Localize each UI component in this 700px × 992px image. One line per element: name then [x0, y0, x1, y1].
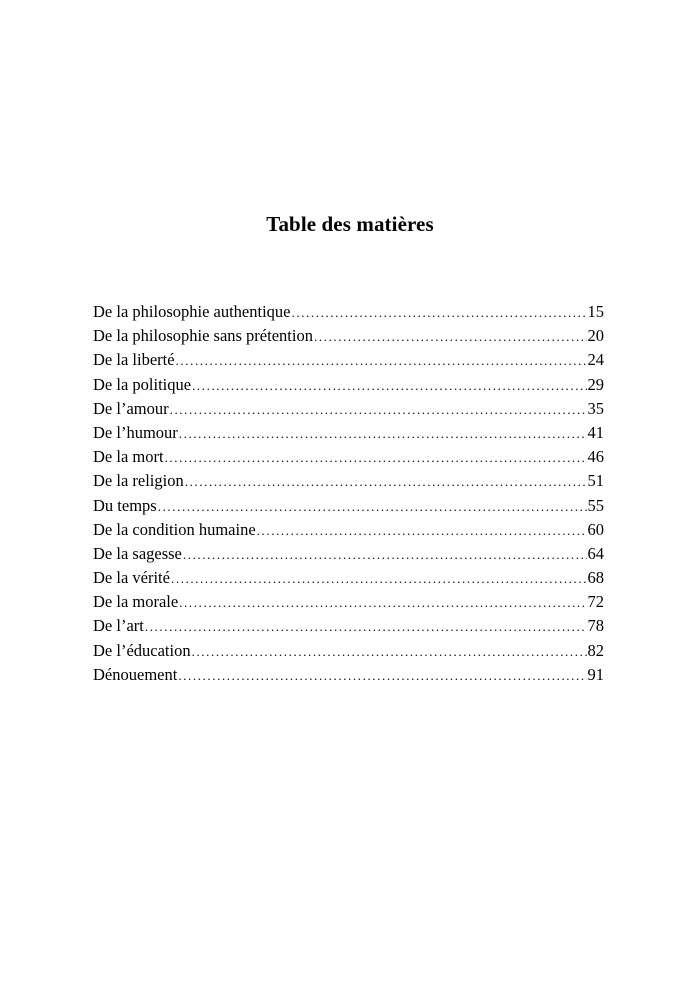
table-of-contents: [93, 300, 604, 687]
toc-entry[interactable]: [93, 373, 604, 397]
toc-entry[interactable]: [93, 494, 604, 518]
toc-entry[interactable]: [93, 639, 604, 663]
toc-entry-page: 55: [587, 495, 604, 515]
toc-entry-title: De la politique: [93, 374, 192, 394]
toc-entry-page: 20: [587, 326, 604, 346]
toc-entry-page: 35: [587, 398, 604, 418]
dot-leader: [292, 301, 587, 324]
toc-entry[interactable]: [93, 300, 604, 324]
dot-leader: [179, 591, 586, 614]
dot-leader: [158, 495, 587, 518]
toc-entry-title: Dénouement: [93, 664, 178, 684]
toc-entry-page: 60: [587, 519, 604, 539]
toc-entry[interactable]: [93, 614, 604, 638]
dot-leader: [145, 615, 587, 638]
toc-entry-title: De la morale: [93, 592, 179, 612]
toc-entry-page: 51: [587, 471, 604, 491]
toc-entry-title: De la liberté: [93, 350, 175, 370]
toc-entry[interactable]: [93, 566, 604, 590]
dot-leader: [165, 446, 587, 469]
toc-entry-title: De la mort: [93, 447, 164, 467]
dot-leader: [257, 519, 587, 542]
toc-entry-page: 91: [587, 664, 604, 684]
toc-entry-title: De la philosophie sans prétention: [93, 326, 313, 346]
toc-entry[interactable]: [93, 348, 604, 372]
toc-entry[interactable]: [93, 445, 604, 469]
toc-entry-title: De la condition humaine: [93, 519, 256, 539]
toc-entry-title: De l’éducation: [93, 640, 191, 660]
toc-entry[interactable]: [93, 397, 604, 421]
dot-leader: [179, 422, 587, 445]
toc-entry[interactable]: [93, 518, 604, 542]
toc-entry-title: De l’amour: [93, 398, 169, 418]
dot-leader: [192, 640, 587, 663]
toc-entry-title: De l’art: [93, 616, 144, 636]
toc-entry-title: De la sagesse: [93, 543, 182, 563]
toc-entry-page: 72: [587, 592, 604, 612]
dot-leader: [183, 543, 587, 566]
toc-entry-title: De la religion: [93, 471, 184, 491]
toc-entry[interactable]: [93, 469, 604, 493]
dot-leader: [192, 374, 586, 397]
toc-entry-title: De la philosophie authentique: [93, 302, 291, 321]
toc-entry-page: 24: [587, 350, 604, 370]
toc-entry-page: 82: [587, 640, 604, 660]
toc-entry-title: De l’humour: [93, 422, 178, 442]
toc-entry[interactable]: [93, 421, 604, 445]
dot-leader: [185, 470, 587, 493]
dot-leader: [178, 664, 586, 687]
toc-entry-title: Du temps: [93, 495, 157, 515]
dot-leader: [171, 567, 587, 590]
toc-entry-page: 68: [587, 568, 604, 588]
toc-entry[interactable]: [93, 324, 604, 348]
toc-entry-page: 46: [587, 447, 604, 467]
dot-leader: [170, 398, 587, 421]
dot-leader: [314, 325, 587, 348]
toc-entry-title: De la vérité: [93, 568, 170, 588]
toc-entry-page: 41: [587, 422, 604, 442]
toc-entry[interactable]: [93, 542, 604, 566]
toc-entry-page: 78: [587, 616, 604, 636]
toc-entry-page: 64: [587, 543, 604, 563]
page-title: Table des matières: [266, 212, 434, 237]
toc-entry[interactable]: [93, 590, 604, 614]
toc-entry[interactable]: [93, 663, 604, 687]
toc-entry-page: 29: [587, 374, 604, 394]
dot-leader: [176, 349, 587, 372]
toc-entry-page: 15: [587, 302, 604, 321]
